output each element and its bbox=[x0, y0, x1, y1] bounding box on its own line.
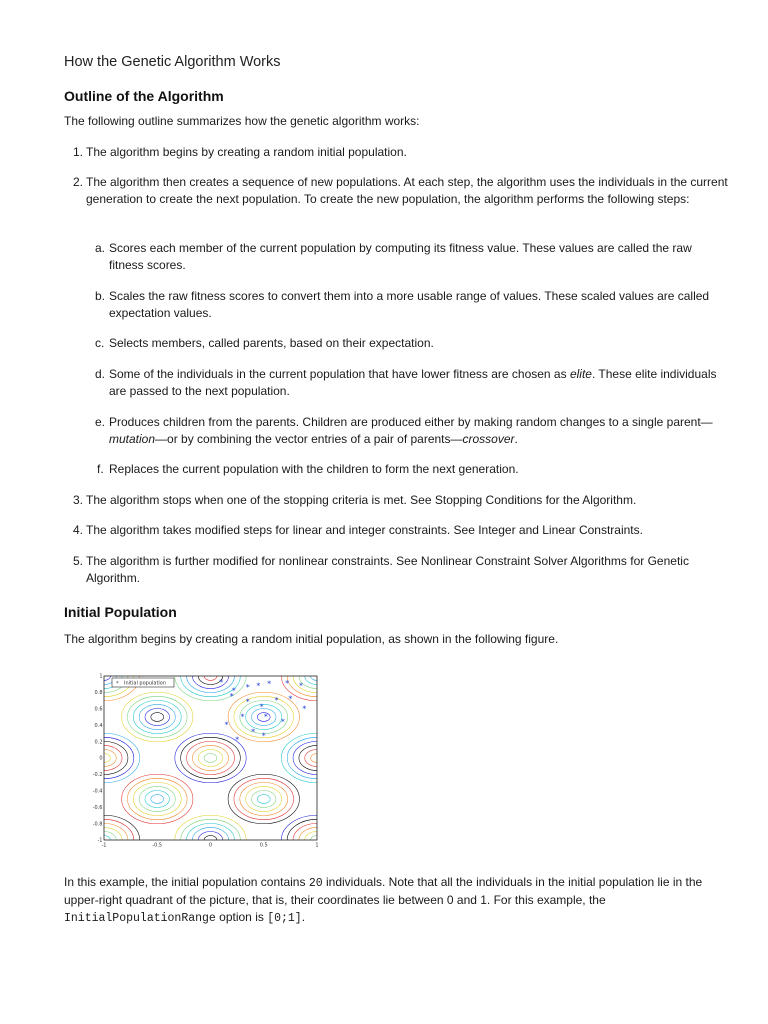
population-point: * bbox=[267, 679, 272, 689]
step-number: 2. bbox=[73, 175, 84, 189]
y-tick-label: -0.8 bbox=[92, 821, 103, 828]
contour-ring bbox=[181, 737, 241, 778]
legend-marker: * bbox=[116, 681, 119, 687]
y-tick-label: -0.2 bbox=[92, 772, 103, 779]
code-range: [0;1] bbox=[267, 912, 302, 925]
substep-text: Produces children from the parents. Children are produced either by making random changes to a single parent—mutation—or by combining the vector entries of a pair of parents—crossover. bbox=[109, 415, 713, 446]
contour-ring bbox=[139, 786, 175, 811]
x-tick-label: 0.5 bbox=[259, 842, 268, 849]
step-text: The algorithm takes modified steps for linear and integer constraints. See Integer and Linear Constraints. bbox=[86, 523, 643, 537]
substep-text: Replaces the current population with the children to form the next generation. bbox=[109, 462, 519, 476]
contour-ring bbox=[257, 795, 270, 804]
population-point: * bbox=[245, 682, 250, 692]
code-option-name: InitialPopulationRange bbox=[64, 912, 216, 925]
y-tick-label: 0.6 bbox=[94, 706, 103, 713]
contour-ring bbox=[151, 795, 164, 804]
substep-text: Selects members, called parents, based on their expectation. bbox=[109, 336, 434, 350]
step-number: 5. bbox=[73, 554, 84, 568]
step-number: 1. bbox=[73, 145, 84, 159]
substep-number: a. bbox=[95, 241, 106, 255]
substep-text: Some of the individuals in the current population that have lower fitness are chosen as elite. These elite individuals are passed to the next population. bbox=[109, 367, 717, 398]
contour-ring bbox=[133, 782, 181, 815]
initial-population-heading: Initial Population bbox=[64, 604, 177, 620]
population-point: * bbox=[245, 697, 250, 707]
x-tick-label: 0 bbox=[208, 842, 213, 849]
population-point: * bbox=[299, 681, 304, 691]
substep-number: d. bbox=[95, 367, 106, 381]
contour-ring bbox=[127, 778, 187, 819]
step-number: 4. bbox=[73, 523, 84, 537]
contour-ring bbox=[204, 754, 217, 763]
contour-ring bbox=[240, 782, 288, 815]
x-tick-label: -0.5 bbox=[152, 842, 163, 849]
contour-ring bbox=[228, 774, 299, 823]
contour-ring bbox=[234, 778, 294, 819]
substep-number: b. bbox=[95, 289, 106, 303]
contour-ring bbox=[192, 745, 228, 770]
y-tick-label: -0.4 bbox=[92, 788, 103, 795]
outline-heading: Outline of the Algorithm bbox=[64, 88, 224, 104]
contour-ring bbox=[139, 704, 175, 729]
contour-ring bbox=[252, 791, 276, 808]
population-point: * bbox=[274, 696, 279, 706]
contour-ring bbox=[133, 700, 181, 733]
legend bbox=[112, 678, 174, 687]
population-point: * bbox=[219, 678, 224, 688]
substep-number: c. bbox=[95, 336, 105, 350]
population-point: * bbox=[231, 686, 236, 696]
contour-ring bbox=[145, 791, 169, 808]
step-text: The algorithm then creates a sequence of new populations. At each step, the algorithm uses the individuals in the current generation to create the next population. To create the new population, the algorithm performs the following steps: bbox=[86, 175, 728, 206]
population-point: * bbox=[302, 704, 307, 714]
population-point: * bbox=[240, 712, 245, 722]
contour-ring bbox=[246, 786, 282, 811]
term-elite: elite bbox=[569, 367, 592, 381]
outline-intro: The following outline summarizes how the genetic algorithm works: bbox=[64, 114, 420, 128]
contour-ring bbox=[198, 750, 222, 767]
term-crossover: crossover bbox=[462, 432, 515, 446]
population-point: * bbox=[229, 692, 234, 701]
population-point: * bbox=[259, 702, 264, 712]
population-point: * bbox=[256, 681, 261, 691]
population-point: * bbox=[251, 727, 256, 737]
step-number: 3. bbox=[73, 493, 84, 507]
y-tick-label: -0.6 bbox=[92, 804, 103, 811]
population-point: * bbox=[263, 712, 268, 722]
closing-paragraph: In this example, the initial population contains 20 individuals. Note that all the individuals in the initial population lie in the upper-right quadrant of the picture, that is, their coordinates lie between 0 and 1. For this example, the InitialPopulationRange option is [0;1]. bbox=[64, 875, 703, 925]
contour-ring bbox=[127, 696, 187, 737]
y-tick-label: 0.4 bbox=[94, 722, 103, 729]
substep-text: Scales the raw fitness scores to convert them into a more usable range of values. These scaled values are called expectation values. bbox=[109, 289, 710, 320]
population-point: * bbox=[235, 735, 240, 745]
population-point: * bbox=[224, 720, 229, 730]
step-text: The algorithm begins by creating a random initial population. bbox=[86, 145, 407, 159]
y-tick-label: 0.2 bbox=[94, 739, 103, 746]
contour-ring bbox=[145, 709, 169, 726]
initial-population-figure bbox=[92, 668, 325, 853]
y-tick-label: 1 bbox=[99, 673, 103, 680]
contour-background bbox=[68, 651, 352, 864]
substep-number: e. bbox=[95, 415, 106, 429]
population-point: * bbox=[280, 717, 285, 727]
x-tick-label: -1 bbox=[101, 842, 107, 849]
population-point: * bbox=[261, 731, 266, 741]
substep-text: Scores each member of the current population by computing its fitness value. These values are called the raw fitness scores. bbox=[109, 241, 692, 272]
contour-ring bbox=[122, 774, 193, 823]
term-mutation: mutation bbox=[109, 432, 156, 446]
population-point: * bbox=[288, 694, 293, 704]
contour-ring bbox=[151, 713, 164, 722]
substep-number: f. bbox=[97, 462, 104, 476]
y-tick-label: 0.8 bbox=[94, 690, 103, 697]
step-text: The algorithm stops when one of the stopping criteria is met. See Stopping Conditions for the Algorithm. bbox=[86, 493, 637, 507]
code-population-size: 20 bbox=[308, 877, 323, 890]
initial-population-intro: The algorithm begins by creating a random initial population, as shown in the following figure. bbox=[64, 632, 559, 646]
population-point: * bbox=[285, 678, 290, 688]
step-text: The algorithm is further modified for nonlinear constraints. See Nonlinear Constraint Solver Algorithms for Genetic Algorithm. bbox=[86, 554, 689, 585]
legend-label: Initial population bbox=[124, 680, 167, 687]
page-title: How the Genetic Algorithm Works bbox=[64, 54, 281, 70]
y-tick-label: 0 bbox=[99, 755, 103, 762]
contour-ring bbox=[122, 692, 193, 741]
y-tick-label: -1 bbox=[97, 837, 103, 844]
contour-ring bbox=[187, 741, 235, 774]
x-tick-label: 1 bbox=[315, 842, 319, 849]
